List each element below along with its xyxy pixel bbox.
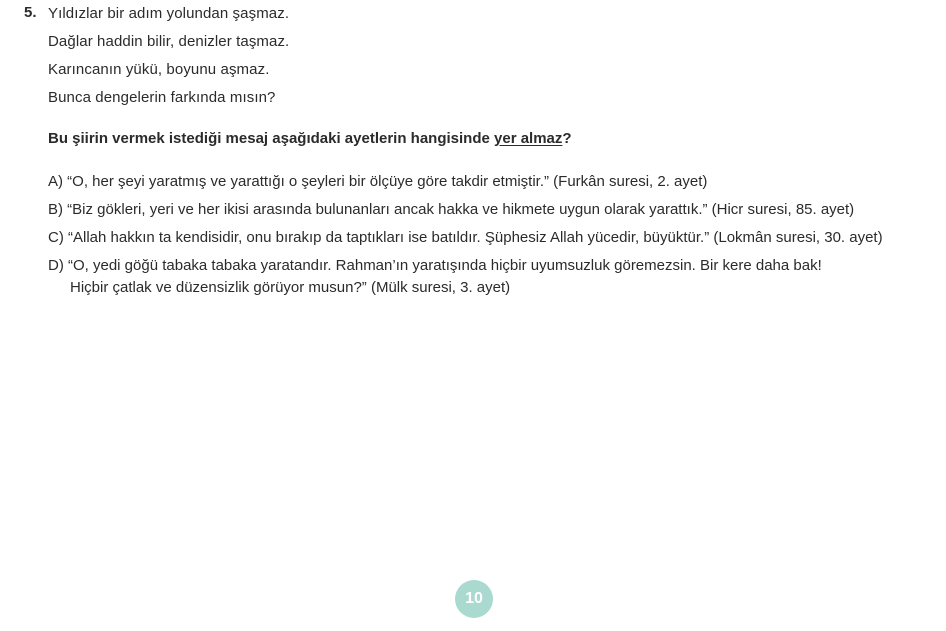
question-prompt [48, 130, 572, 147]
prompt-emphasis: yer almaz [494, 130, 563, 147]
poem-line-1: Yıldızlar bir adım yolundan şaşmaz. [48, 5, 290, 22]
poem-line-2: Dağlar haddin bilir, denizler taşmaz. [48, 33, 290, 50]
option-letter: C) [48, 229, 64, 246]
option-c[interactable] [48, 229, 883, 246]
option-text: “O, her şeyi yaratmış ve yarattığı o şeyleri bir ölçüye göre takdir etmiştir.” (Furkân suresi, 2. ayet) [67, 173, 708, 190]
option-letter: D) [48, 257, 64, 274]
option-letter: B) [48, 201, 63, 218]
option-letter: A) [48, 173, 63, 190]
prompt-end: ? [562, 130, 572, 147]
option-text: “O, yedi göğü tabaka tabaka yaratandır. Rahman’ın yaratışında hiçbir uyumsuzluk göremezsin. Bir kere daha bak! [68, 257, 822, 274]
option-b[interactable] [48, 201, 854, 218]
option-a[interactable] [48, 173, 707, 190]
option-text: “Allah hakkın ta kendisidir, onu bırakıp da taptıkları ise batıldır. Şüphesiz Allah yücedir, büyüktür.” (Lokmân suresi, 30. ayet) [68, 229, 883, 246]
prompt-text: Bu şiirin vermek istediği mesaj aşağıdaki ayetlerin hangisinde [48, 130, 495, 147]
poem-line-3: Karıncanın yükü, boyunu aşmaz. [48, 61, 270, 78]
option-text: “Biz gökleri, yeri ve her ikisi arasında bulunanları ancak hakka ve hikmete uygun olarak yarattık.” (Hicr suresi, 85. ayet) [67, 201, 855, 218]
option-d[interactable] [48, 257, 822, 274]
option-d-continuation: Hiçbir çatlak ve düzensizlik görüyor musun?” (Mülk suresi, 3. ayet) [70, 279, 511, 296]
page-number-badge: 10 [455, 580, 493, 618]
question-number: 5. [24, 4, 37, 21]
poem-line-4: Bunca dengelerin farkında mısın? [48, 89, 276, 106]
